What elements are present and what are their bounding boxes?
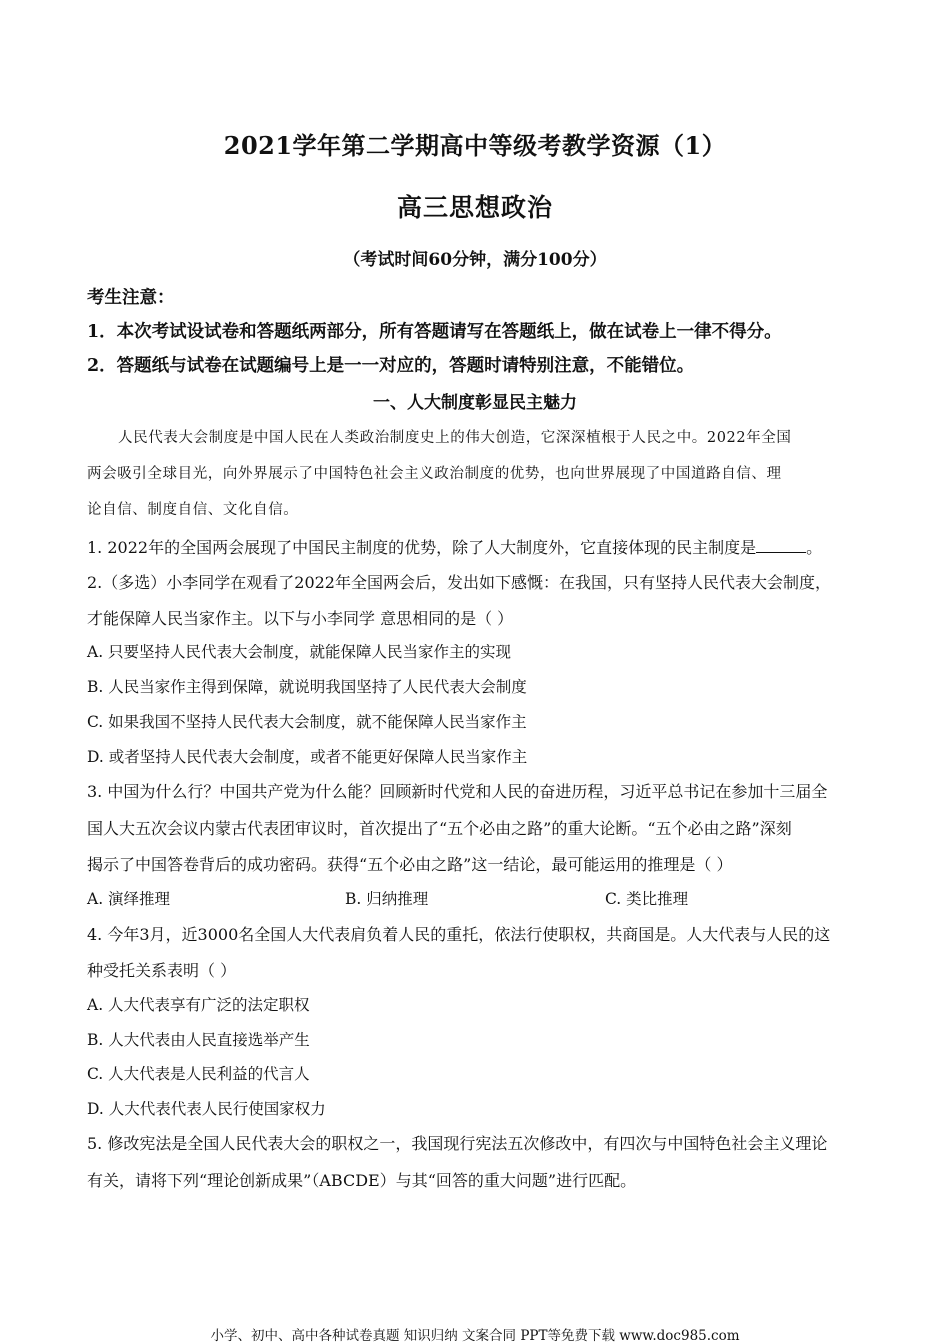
question-1-tail: 。 [806, 538, 823, 557]
exam-title: 2021学年第二学期高中等级考教学资源（1） [223, 131, 727, 160]
question-2-line: 才能保障人民当家作主。以下与小李同学 意思相同的是（ ） [87, 609, 514, 628]
question-4-option-c: C. 人大代表是人民利益的代言人 [87, 1065, 310, 1083]
question-5-line: 有关，请将下列“理论创新成果”（ABCDE）与其“回答的重大问题”进行匹配。 [87, 1171, 637, 1190]
question-1 [87, 535, 822, 558]
question-2-option-c: C. 如果我国不坚持人民代表大会制度，就不能保障人民当家作主 [87, 713, 527, 731]
notice-item: 1．本次考试设试卷和答题纸两部分，所有答题请写在答题纸上，做在试卷上一律不得分。 [87, 322, 782, 342]
question-4-line: 种受托关系表明（ ） [87, 961, 237, 980]
notice-item: 2．答题纸与试卷在试题编号上是一一对应的，答题时请特别注意，不能错位。 [87, 356, 695, 376]
question-5-line: 5. 修改宪法是全国人民代表大会的职权之一，我国现行宪法五次修改中，有四次与中国特色社会主义理论 [87, 1134, 828, 1153]
question-3-line: 国人大五次会议内蒙古代表团审议时，首次提出了“五个必由之路”的重大论断。“五个必由之路”深刻 [87, 819, 792, 838]
question-2-option-d: D. 或者坚持人民代表大会制度，或者不能更好保障人民当家作主 [87, 748, 528, 766]
question-2-option-a: A. 只要坚持人民代表大会制度，就能保障人民当家作主的实现 [87, 643, 512, 661]
intro-paragraph-line: 论自信、制度自信、文化自信。 [87, 502, 299, 518]
footer-ad-text: 小学、初中、高中各种试卷真题 知识归纳 文案合同 PPT等免费下载 www.doc985.com [210, 1328, 740, 1344]
question-3-line: 3. 中国为什么行？中国共产党为什么能？回顾新时代党和人民的奋进历程，习近平总书记在参加十三届全 [87, 782, 828, 801]
question-3-line: 揭示了中国答卷背后的成功密码。获得“五个必由之路”这一结论，最可能运用的推理是（ ） [87, 855, 733, 874]
intro-paragraph-line: 人民代表大会制度是中国人民在人类政治制度史上的伟大创造，它深深植根于人民之中。2022年全国 [118, 430, 792, 446]
question-2-option-b: B. 人民当家作主得到保障，就说明我国坚持了人民代表大会制度 [87, 678, 527, 696]
question-4-option-b: B. 人大代表由人民直接选举产生 [87, 1031, 310, 1049]
question-4-option-d: D. 人大代表代表人民行使国家权力 [87, 1100, 326, 1118]
answer-blank [756, 538, 806, 553]
section-title: 一、人大制度彰显民主魅力 [373, 393, 577, 413]
question-2-line: 2.（多选）小李同学在观看了2022年全国两会后，发出如下感慨：在我国，只有坚持人民代表大会制度， [87, 573, 831, 592]
question-4-line: 4. 今年3月，近3000名全国人大代表肩负着人民的重托，依法行使职权，共商国是。人大代表与人民的这 [87, 925, 831, 944]
question-1-text: 1. 2022年的全国两会展现了中国民主制度的优势，除了人大制度外，它直接体现的民主制度是 [87, 538, 757, 557]
intro-paragraph-line: 两会吸引全球目光，向外界展示了中国特色社会主义政治制度的优势，也向世界展现了中国道路自信、理 [87, 466, 782, 482]
notice-heading: 考生注意： [87, 288, 175, 308]
question-3-option-a: A. 演绎推理 [87, 890, 171, 908]
question-3-option-c: C. 类比推理 [605, 890, 689, 908]
exam-info: （考试时间60分钟，满分100分） [343, 250, 607, 270]
question-3-option-b: B. 归纳推理 [345, 890, 429, 908]
subject-title: 高三思想政治 [396, 193, 553, 222]
question-4-option-a: A. 人大代表享有广泛的法定职权 [87, 996, 310, 1014]
